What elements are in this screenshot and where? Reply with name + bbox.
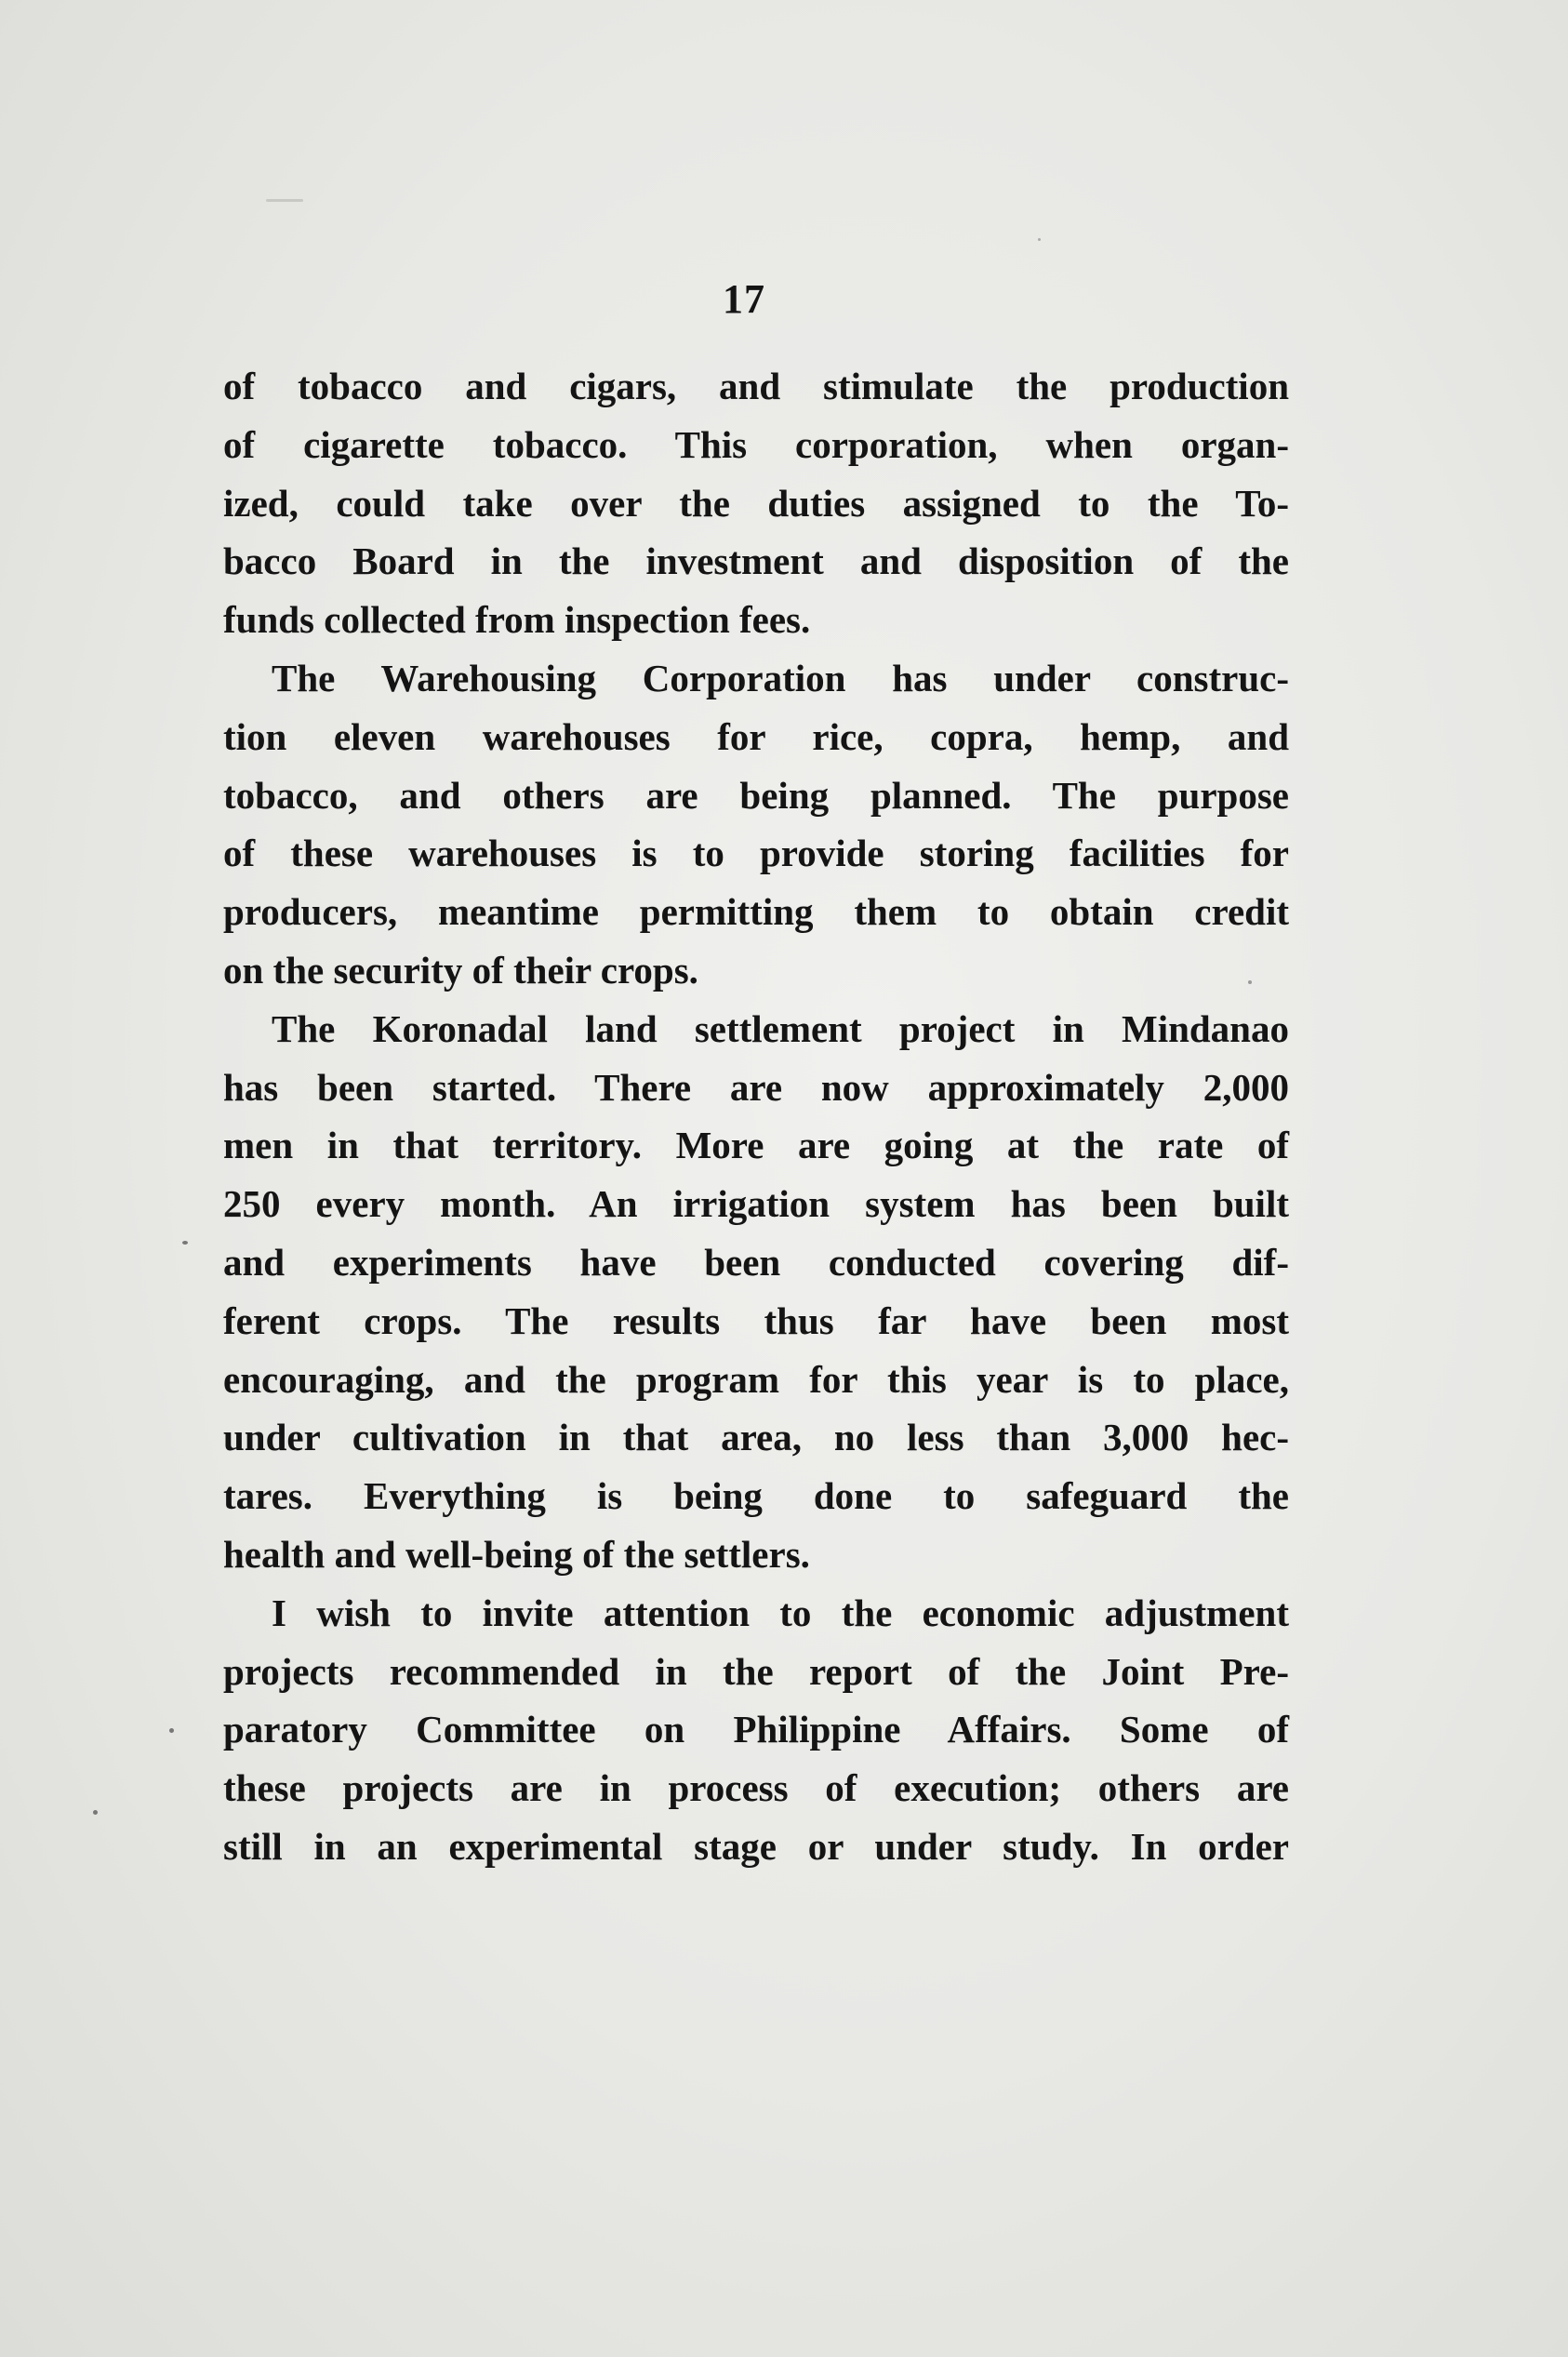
text-line: 250 every month. An irrigation system has been built: [223, 1182, 1289, 1226]
scan-speck: [266, 199, 303, 202]
text-line: bacco Board in the investment and disposition of the: [223, 539, 1289, 583]
text-line: The Warehousing Corporation has under construc-: [272, 656, 1289, 699]
text-line: of cigarette tobacco. This corporation, when organ-: [223, 422, 1289, 466]
text-line: producers, meantime permitting them to obtain credit: [223, 890, 1289, 934]
body-text: [223, 357, 1289, 1876]
text-line: men in that territory. More are going at the rate of: [223, 1124, 1289, 1167]
text-line: projects recommended in the report of the Joint Pre-: [223, 1649, 1289, 1693]
text-line: under cultivation in that area, no less than 3,000 hec-: [223, 1416, 1289, 1459]
page-number: 17: [723, 276, 765, 322]
scan-speck: [93, 1810, 98, 1815]
scan-speck: [1038, 238, 1041, 241]
scan-speck: [1248, 980, 1252, 984]
text-line: still in an experimental stage or under study. In order: [223, 1824, 1289, 1868]
scan-speck: [169, 1728, 174, 1733]
text-line: tobacco, and others are being planned. The purpose: [223, 773, 1289, 817]
text-line: paratory Committee on Philippine Affairs. Some of: [223, 1708, 1289, 1751]
paragraph: [223, 1000, 1289, 1584]
text-line: on the security of their crops.: [223, 948, 698, 992]
text-line: ferent crops. The results thus far have been most: [223, 1298, 1289, 1342]
paragraph: [223, 357, 1289, 649]
text-line: of tobacco and cigars, and stimulate the production: [223, 365, 1289, 407]
text-line: these projects are in process of execution; others are: [223, 1766, 1289, 1810]
text-line: funds collected from inspection fees.: [223, 598, 811, 642]
paragraph: [223, 1584, 1289, 1876]
text-line: tion eleven warehouses for rice, copra, hemp, and: [223, 714, 1289, 758]
text-line: has been started. There are now approximately 2,000: [223, 1065, 1289, 1109]
text-line: encouraging, and the program for this year is to place,: [223, 1357, 1289, 1401]
text-line: health and well-being of the settlers.: [223, 1532, 810, 1576]
text-line: of these warehouses is to provide storing facilities for: [223, 832, 1289, 875]
text-line: ized, could take over the duties assigned to the To-: [223, 481, 1289, 525]
text-line: I wish to invite attention to the economic adjustment: [272, 1591, 1289, 1634]
paragraph: [223, 649, 1289, 1000]
text-line: tares. Everything is being done to safeguard the: [223, 1474, 1289, 1518]
text-line: and experiments have been conducted covering dif-: [223, 1240, 1289, 1284]
scan-speck: [182, 1241, 188, 1245]
text-line: The Koronadal land settlement project in Mindanao: [272, 1006, 1289, 1050]
